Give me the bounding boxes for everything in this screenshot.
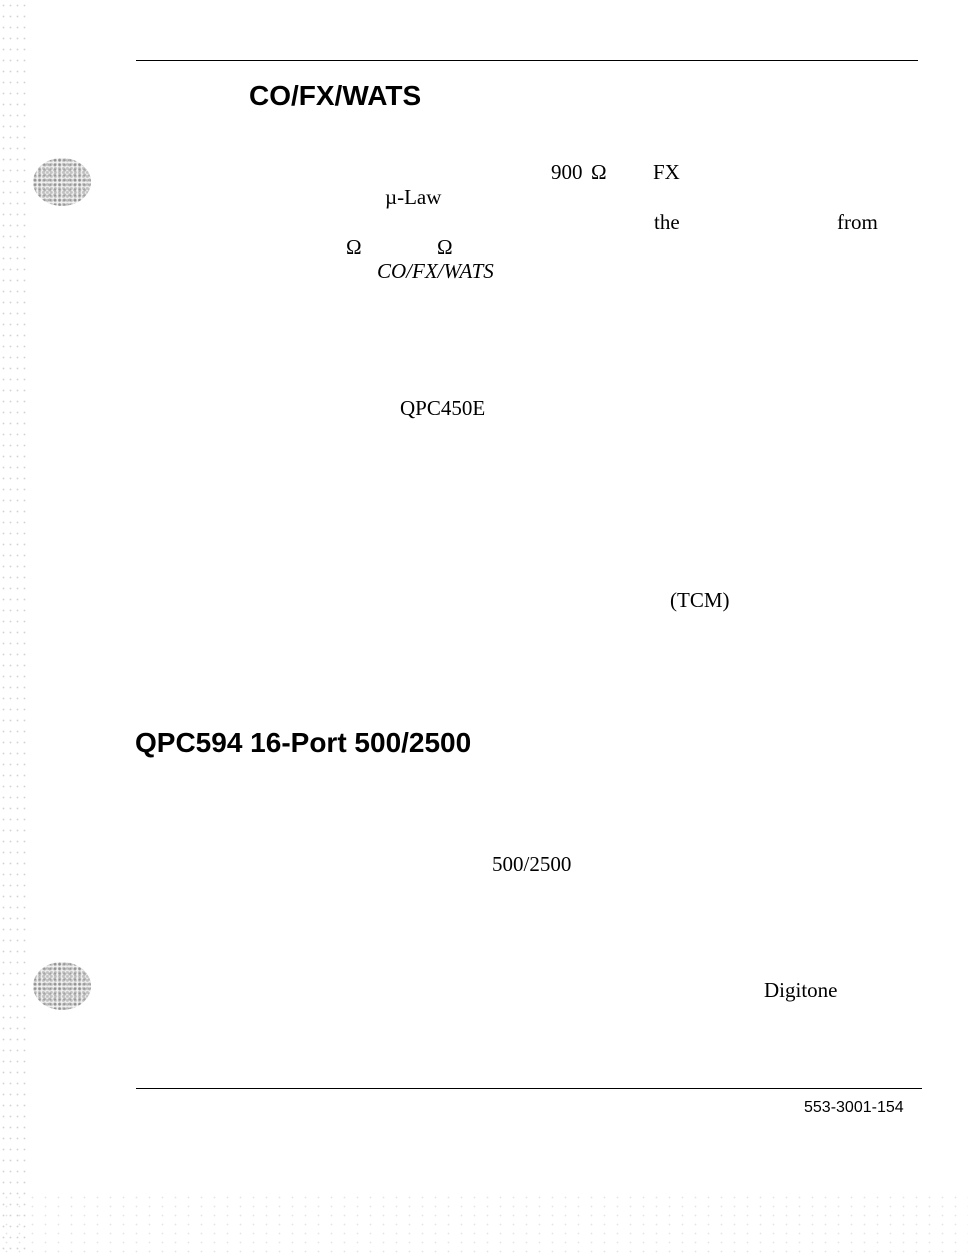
bottom-rule: [136, 1088, 922, 1089]
section-heading-cofxwats: CO/FX/WATS: [249, 80, 422, 111]
binder-hole-top: [33, 158, 91, 206]
text-500-2500: 500/2500: [492, 852, 572, 876]
section-heading-qpc594: QPC594 16-Port 500/2500: [135, 727, 472, 758]
text-omega-3: Ω: [437, 235, 453, 259]
text-900: 900: [551, 160, 583, 184]
text-cofxwats-italic: CO/FX/WATS: [377, 259, 494, 283]
text-the: the: [654, 210, 680, 234]
text-omega-2: Ω: [346, 235, 362, 259]
text-from: from: [837, 210, 878, 234]
text-digitone: Digitone: [764, 978, 838, 1002]
binder-hole-bottom: [33, 962, 91, 1010]
top-rule: [136, 60, 918, 61]
footer-doc-number: 553-3001-154: [804, 1099, 904, 1116]
text-tcm: (TCM): [670, 588, 730, 612]
text-mulaw: µ-Law: [385, 185, 442, 209]
text-omega: Ω: [591, 160, 607, 184]
scan-edge-noise: [0, 0, 26, 1253]
scan-bottom-noise: [0, 1193, 968, 1253]
text-fx: FX: [653, 160, 680, 184]
text-qpc450e: QPC450E: [400, 396, 486, 420]
